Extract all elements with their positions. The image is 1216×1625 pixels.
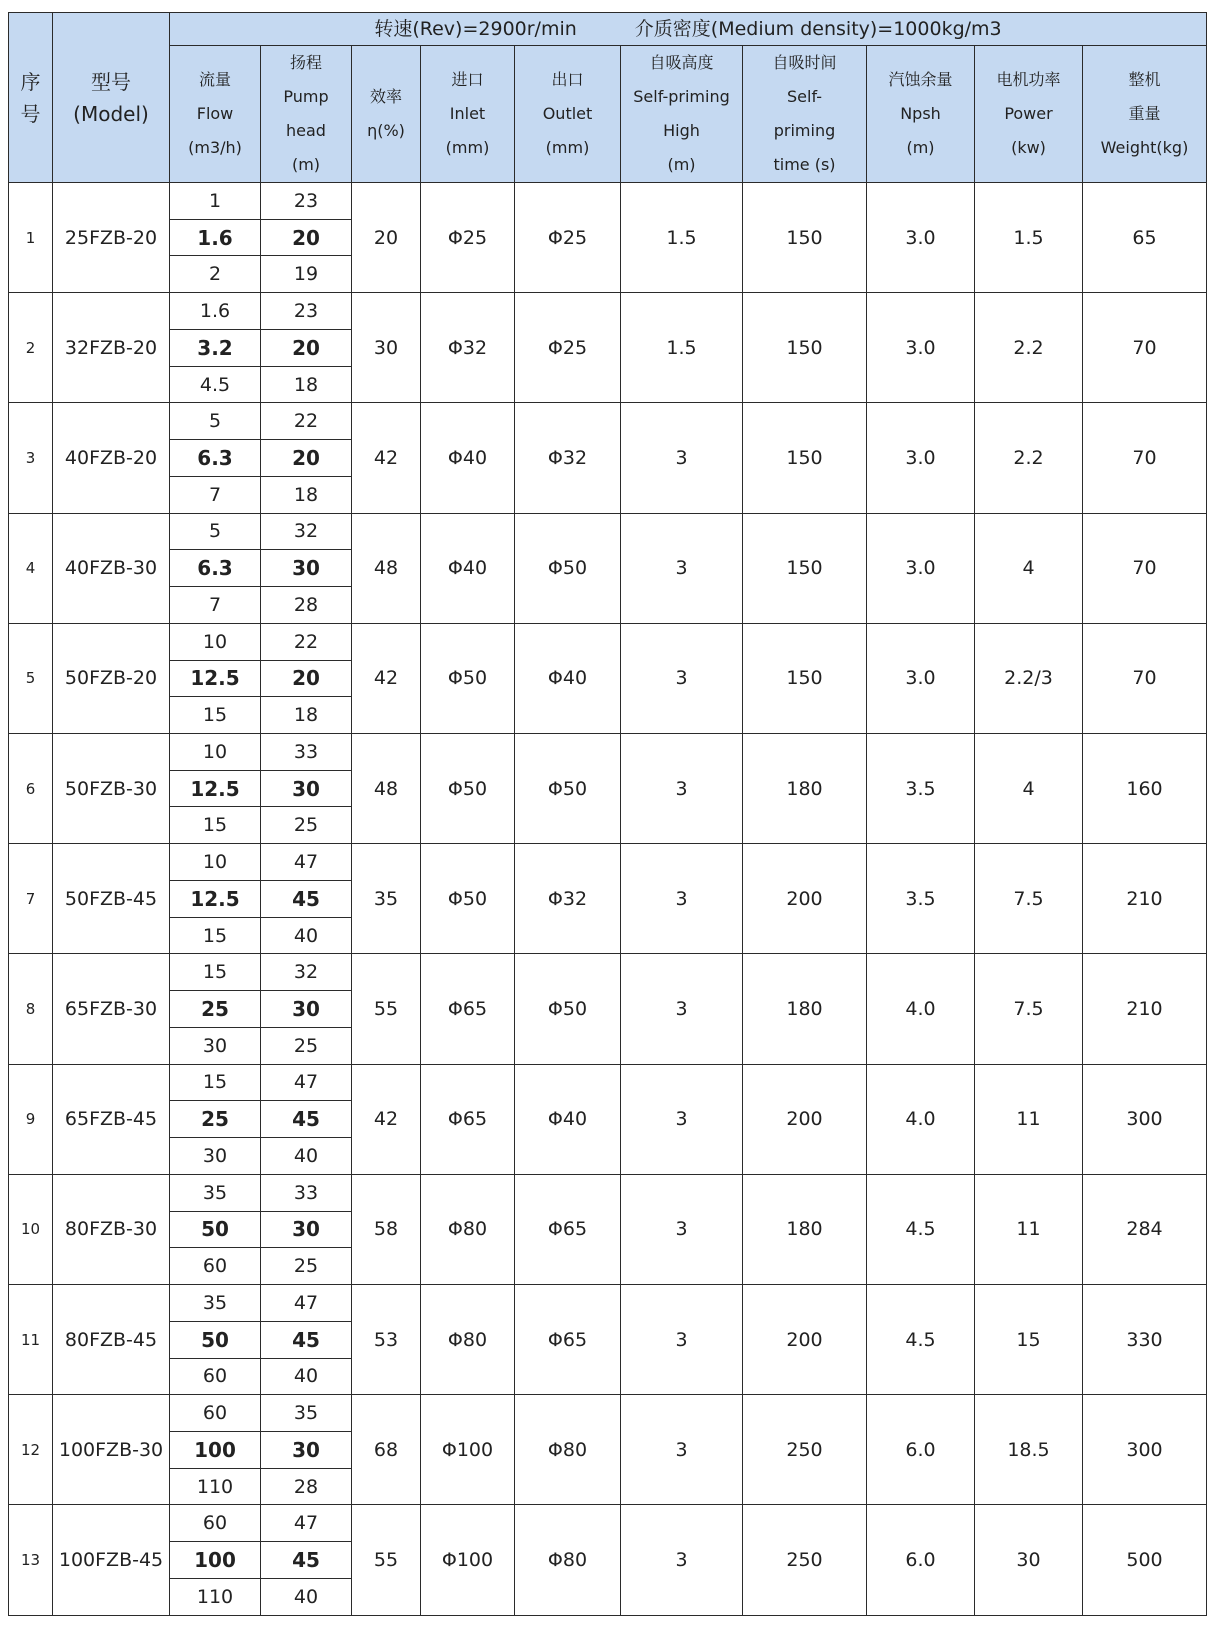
table-row (9, 403, 1207, 440)
inlet-cell: Φ65 (421, 1064, 515, 1174)
col-header-outlet: 出口 Outlet (mm) (515, 46, 621, 183)
model-cell: 32FZB-20 (53, 293, 170, 403)
power-cell: 11 (975, 1174, 1083, 1284)
table-row (9, 954, 1207, 991)
head-cell: 47 (261, 844, 352, 881)
flow-cell: 1.6 (170, 219, 261, 256)
weight-cell: 70 (1083, 623, 1207, 733)
flow-cell: 1 (170, 183, 261, 220)
table-row (9, 1064, 1207, 1101)
flow-cell: 7 (170, 587, 261, 624)
outlet-cell: Φ65 (515, 1174, 621, 1284)
table-row (9, 623, 1207, 660)
outlet-cell: Φ40 (515, 1064, 621, 1174)
efficiency-cell: 30 (352, 293, 421, 403)
weight-cell: 70 (1083, 513, 1207, 623)
row-number: 12 (9, 1395, 53, 1505)
head-cell: 18 (261, 366, 352, 403)
npsh-cell: 3.0 (867, 513, 975, 623)
col-header-no: 序 号 (9, 13, 53, 183)
model-cell: 40FZB-20 (53, 403, 170, 513)
row-number: 11 (9, 1285, 53, 1395)
banner-density: 介质密度(Medium density)=1000kg/m3 (634, 18, 1002, 40)
inlet-cell: Φ50 (421, 623, 515, 733)
inlet-cell: Φ100 (421, 1505, 515, 1616)
priming-time-cell: 200 (743, 844, 867, 954)
outlet-cell: Φ32 (515, 844, 621, 954)
priming-time-cell: 150 (743, 403, 867, 513)
head-cell: 47 (261, 1285, 352, 1322)
priming-high-cell: 1.5 (621, 183, 743, 293)
col-header-flow: 流量 Flow (m3/h) (170, 46, 261, 183)
priming-high-cell: 1.5 (621, 293, 743, 403)
flow-cell: 3.2 (170, 329, 261, 366)
model-cell: 80FZB-45 (53, 1285, 170, 1395)
model-cell: 65FZB-30 (53, 954, 170, 1064)
power-cell: 1.5 (975, 183, 1083, 293)
model-cell: 65FZB-45 (53, 1064, 170, 1174)
inlet-cell: Φ40 (421, 403, 515, 513)
row-number: 10 (9, 1174, 53, 1284)
priming-time-cell: 150 (743, 293, 867, 403)
inlet-cell: Φ50 (421, 844, 515, 954)
row-number: 8 (9, 954, 53, 1064)
flow-cell: 1.6 (170, 293, 261, 330)
head-cell: 33 (261, 1174, 352, 1211)
head-cell: 23 (261, 293, 352, 330)
power-cell: 7.5 (975, 954, 1083, 1064)
flow-cell: 110 (170, 1468, 261, 1505)
row-number: 5 (9, 623, 53, 733)
npsh-cell: 4.5 (867, 1285, 975, 1395)
head-cell: 45 (261, 1542, 352, 1579)
row-number: 13 (9, 1505, 53, 1616)
head-cell: 40 (261, 917, 352, 954)
row-number: 4 (9, 513, 53, 623)
weight-cell: 500 (1083, 1505, 1207, 1616)
inlet-cell: Φ25 (421, 183, 515, 293)
col-header-model: 型号 (Model) (53, 13, 170, 183)
col-header-head: 扬程 Pump head (m) (261, 46, 352, 183)
flow-cell: 10 (170, 623, 261, 660)
flow-cell: 10 (170, 844, 261, 881)
head-cell: 28 (261, 587, 352, 624)
flow-cell: 15 (170, 807, 261, 844)
outlet-cell: Φ80 (515, 1505, 621, 1616)
outlet-cell: Φ40 (515, 623, 621, 733)
power-cell: 30 (975, 1505, 1083, 1616)
head-cell: 30 (261, 1431, 352, 1468)
flow-cell: 60 (170, 1505, 261, 1542)
row-number: 7 (9, 844, 53, 954)
head-cell: 20 (261, 329, 352, 366)
flow-cell: 35 (170, 1174, 261, 1211)
row-number: 2 (9, 293, 53, 403)
power-cell: 2.2 (975, 403, 1083, 513)
banner-rev: 转速(Rev)=2900r/min (374, 18, 577, 40)
flow-cell: 50 (170, 1211, 261, 1248)
head-cell: 30 (261, 770, 352, 807)
npsh-cell: 4.0 (867, 1064, 975, 1174)
table-row (9, 1395, 1207, 1432)
priming-time-cell: 180 (743, 954, 867, 1064)
outlet-cell: Φ25 (515, 293, 621, 403)
npsh-cell: 3.5 (867, 844, 975, 954)
col-header-power: 电机功率 Power (kw) (975, 46, 1083, 183)
outlet-cell: Φ50 (515, 513, 621, 623)
table-row (9, 1505, 1207, 1542)
flow-cell: 30 (170, 1027, 261, 1064)
priming-high-cell: 3 (621, 1505, 743, 1616)
head-cell: 28 (261, 1468, 352, 1505)
npsh-cell: 6.0 (867, 1395, 975, 1505)
flow-cell: 30 (170, 1138, 261, 1175)
model-cell: 100FZB-45 (53, 1505, 170, 1616)
head-cell: 20 (261, 219, 352, 256)
priming-time-cell: 180 (743, 734, 867, 844)
model-cell: 25FZB-20 (53, 183, 170, 293)
power-cell: 2.2 (975, 293, 1083, 403)
head-cell: 40 (261, 1358, 352, 1395)
priming-time-cell: 200 (743, 1064, 867, 1174)
npsh-cell: 3.0 (867, 623, 975, 733)
flow-cell: 6.3 (170, 440, 261, 477)
flow-cell: 60 (170, 1395, 261, 1432)
col-header-weight: 整机 重量 Weight(kg) (1083, 46, 1207, 183)
head-cell: 20 (261, 660, 352, 697)
head-cell: 32 (261, 954, 352, 991)
weight-cell: 160 (1083, 734, 1207, 844)
power-cell: 11 (975, 1064, 1083, 1174)
col-header-inlet: 进口 Inlet (mm) (421, 46, 515, 183)
weight-cell: 70 (1083, 293, 1207, 403)
efficiency-cell: 42 (352, 403, 421, 513)
weight-cell: 210 (1083, 844, 1207, 954)
weight-cell: 65 (1083, 183, 1207, 293)
efficiency-cell: 48 (352, 513, 421, 623)
power-cell: 15 (975, 1285, 1083, 1395)
head-cell: 20 (261, 440, 352, 477)
table-row (9, 183, 1207, 220)
efficiency-cell: 55 (352, 954, 421, 1064)
priming-high-cell: 3 (621, 1064, 743, 1174)
npsh-cell: 3.5 (867, 734, 975, 844)
pump-spec-table (8, 12, 1207, 1616)
flow-cell: 35 (170, 1285, 261, 1322)
flow-cell: 7 (170, 476, 261, 513)
flow-cell: 110 (170, 1578, 261, 1615)
flow-cell: 15 (170, 1064, 261, 1101)
head-cell: 30 (261, 550, 352, 587)
head-cell: 47 (261, 1064, 352, 1101)
head-cell: 45 (261, 880, 352, 917)
priming-high-cell: 3 (621, 1285, 743, 1395)
outlet-cell: Φ32 (515, 403, 621, 513)
model-cell: 100FZB-30 (53, 1395, 170, 1505)
flow-cell: 60 (170, 1248, 261, 1285)
flow-cell: 5 (170, 403, 261, 440)
outlet-cell: Φ65 (515, 1285, 621, 1395)
priming-high-cell: 3 (621, 954, 743, 1064)
priming-time-cell: 250 (743, 1505, 867, 1616)
inlet-cell: Φ50 (421, 734, 515, 844)
npsh-cell: 4.5 (867, 1174, 975, 1284)
head-cell: 40 (261, 1138, 352, 1175)
head-cell: 47 (261, 1505, 352, 1542)
flow-cell: 15 (170, 697, 261, 734)
priming-high-cell: 3 (621, 403, 743, 513)
power-cell: 18.5 (975, 1395, 1083, 1505)
col-header-npsh: 汽蚀余量 Npsh (m) (867, 46, 975, 183)
npsh-cell: 3.0 (867, 293, 975, 403)
priming-time-cell: 150 (743, 513, 867, 623)
model-cell: 40FZB-30 (53, 513, 170, 623)
head-cell: 22 (261, 403, 352, 440)
flow-cell: 15 (170, 954, 261, 991)
priming-high-cell: 3 (621, 623, 743, 733)
spec-banner (170, 13, 1207, 46)
weight-cell: 210 (1083, 954, 1207, 1064)
efficiency-cell: 42 (352, 1064, 421, 1174)
row-number: 1 (9, 183, 53, 293)
head-cell: 40 (261, 1578, 352, 1615)
power-cell: 4 (975, 734, 1083, 844)
npsh-cell: 3.0 (867, 403, 975, 513)
efficiency-cell: 42 (352, 623, 421, 733)
inlet-cell: Φ80 (421, 1285, 515, 1395)
head-cell: 18 (261, 697, 352, 734)
flow-cell: 12.5 (170, 880, 261, 917)
npsh-cell: 4.0 (867, 954, 975, 1064)
flow-cell: 50 (170, 1321, 261, 1358)
col-header-efficiency: 效率 η(%) (352, 46, 421, 183)
inlet-cell: Φ80 (421, 1174, 515, 1284)
weight-cell: 70 (1083, 403, 1207, 513)
row-number: 3 (9, 403, 53, 513)
head-cell: 22 (261, 623, 352, 660)
flow-cell: 25 (170, 991, 261, 1028)
model-cell: 80FZB-30 (53, 1174, 170, 1284)
power-cell: 4 (975, 513, 1083, 623)
head-cell: 32 (261, 513, 352, 550)
flow-cell: 100 (170, 1431, 261, 1468)
table-row (9, 1174, 1207, 1211)
flow-cell: 6.3 (170, 550, 261, 587)
row-number: 6 (9, 734, 53, 844)
flow-cell: 100 (170, 1542, 261, 1579)
inlet-cell: Φ40 (421, 513, 515, 623)
weight-cell: 300 (1083, 1395, 1207, 1505)
flow-cell: 15 (170, 917, 261, 954)
priming-time-cell: 200 (743, 1285, 867, 1395)
npsh-cell: 3.0 (867, 183, 975, 293)
table-row (9, 734, 1207, 771)
head-cell: 18 (261, 476, 352, 513)
head-cell: 25 (261, 1248, 352, 1285)
flow-cell: 12.5 (170, 660, 261, 697)
model-cell: 50FZB-20 (53, 623, 170, 733)
weight-cell: 300 (1083, 1064, 1207, 1174)
head-cell: 19 (261, 256, 352, 293)
flow-cell: 25 (170, 1101, 261, 1138)
head-cell: 45 (261, 1321, 352, 1358)
model-cell: 50FZB-30 (53, 734, 170, 844)
priming-high-cell: 3 (621, 844, 743, 954)
flow-cell: 12.5 (170, 770, 261, 807)
table-row (9, 293, 1207, 330)
table-row (9, 1285, 1207, 1322)
inlet-cell: Φ32 (421, 293, 515, 403)
priming-time-cell: 150 (743, 183, 867, 293)
outlet-cell: Φ25 (515, 183, 621, 293)
table-row (9, 844, 1207, 881)
col-header-priming-high: 自吸高度 Self-priming High (m) (621, 46, 743, 183)
efficiency-cell: 35 (352, 844, 421, 954)
flow-cell: 5 (170, 513, 261, 550)
head-cell: 33 (261, 734, 352, 771)
head-cell: 25 (261, 1027, 352, 1064)
priming-high-cell: 3 (621, 513, 743, 623)
head-cell: 23 (261, 183, 352, 220)
outlet-cell: Φ80 (515, 1395, 621, 1505)
head-cell: 30 (261, 1211, 352, 1248)
table-row (9, 513, 1207, 550)
efficiency-cell: 53 (352, 1285, 421, 1395)
flow-cell: 4.5 (170, 366, 261, 403)
head-cell: 35 (261, 1395, 352, 1432)
head-cell: 25 (261, 807, 352, 844)
head-cell: 30 (261, 991, 352, 1028)
priming-high-cell: 3 (621, 1395, 743, 1505)
efficiency-cell: 20 (352, 183, 421, 293)
priming-time-cell: 180 (743, 1174, 867, 1284)
priming-time-cell: 250 (743, 1395, 867, 1505)
efficiency-cell: 55 (352, 1505, 421, 1616)
priming-high-cell: 3 (621, 734, 743, 844)
efficiency-cell: 58 (352, 1174, 421, 1284)
outlet-cell: Φ50 (515, 734, 621, 844)
inlet-cell: Φ100 (421, 1395, 515, 1505)
power-cell: 7.5 (975, 844, 1083, 954)
flow-cell: 2 (170, 256, 261, 293)
outlet-cell: Φ50 (515, 954, 621, 1064)
row-number: 9 (9, 1064, 53, 1174)
efficiency-cell: 48 (352, 734, 421, 844)
inlet-cell: Φ65 (421, 954, 515, 1064)
head-cell: 45 (261, 1101, 352, 1138)
power-cell: 2.2/3 (975, 623, 1083, 733)
priming-high-cell: 3 (621, 1174, 743, 1284)
priming-time-cell: 150 (743, 623, 867, 733)
col-header-priming-time: 自吸时间 Self- priming time (s) (743, 46, 867, 183)
model-cell: 50FZB-45 (53, 844, 170, 954)
table-body (9, 183, 1207, 1616)
weight-cell: 330 (1083, 1285, 1207, 1395)
npsh-cell: 6.0 (867, 1505, 975, 1616)
weight-cell: 284 (1083, 1174, 1207, 1284)
flow-cell: 60 (170, 1358, 261, 1395)
efficiency-cell: 68 (352, 1395, 421, 1505)
flow-cell: 10 (170, 734, 261, 771)
